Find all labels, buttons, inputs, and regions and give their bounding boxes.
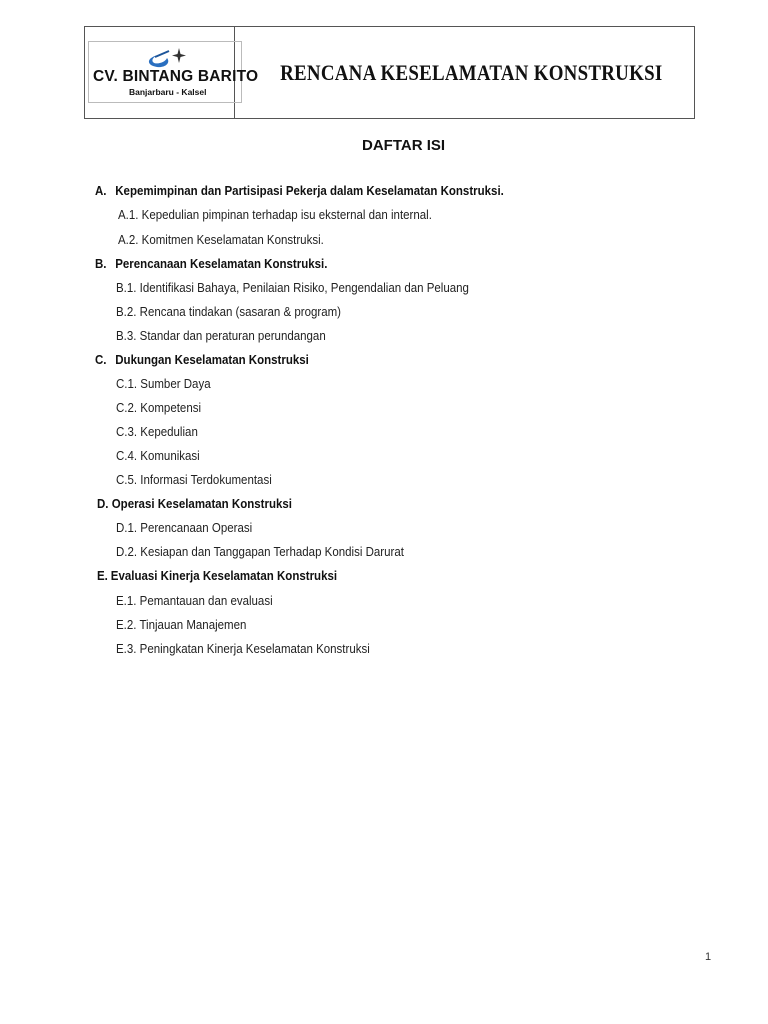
toc-section-e: [97, 569, 337, 583]
toc-item: E.3. Peningkatan Kinerja Keselamatan Konstruksi: [116, 642, 370, 656]
toc-section-title: Kepemimpinan dan Partisipasi Pekerja dalam Keselamatan Konstruksi.: [115, 184, 504, 198]
toc-section-letter: C.: [95, 353, 107, 367]
toc-section-title: Evaluasi Kinerja Keselamatan Konstruksi: [110, 569, 338, 583]
company-name: CV. BINTANG BARITO: [93, 68, 259, 85]
toc-item: C.1. Sumber Daya: [116, 377, 211, 391]
company-location: Banjarbaru - Kalsel: [129, 87, 207, 97]
toc-item: A.1. Kepedulian pimpinan terhadap isu eksternal dan internal.: [118, 208, 432, 222]
toc-section-title: Dukungan Keselamatan Konstruksi: [115, 353, 309, 367]
toc-item: C.4. Komunikasi: [116, 449, 200, 463]
document-title: RENCANA KESELAMATAN KONSTRUKSI: [280, 59, 663, 85]
toc-heading: DAFTAR ISI: [362, 137, 446, 154]
toc-section-letter: B.: [95, 257, 107, 271]
toc-item: E.2. Tinjauan Manajemen: [116, 618, 247, 632]
toc-item: B.3. Standar dan peraturan perundangan: [116, 329, 326, 343]
toc-item: E.1. Pemantauan dan evaluasi: [116, 594, 273, 608]
toc-section-b: [95, 257, 327, 271]
toc-item: B.1. Identifikasi Bahaya, Penilaian Risiko, Pengendalian dan Peluang: [116, 281, 469, 295]
toc-section-a: [95, 184, 504, 198]
toc-section-title: Operasi Keselamatan Konstruksi: [111, 497, 292, 511]
toc-item: D.2. Kesiapan dan Tanggapan Terhadap Kondisi Darurat: [116, 545, 404, 559]
toc-section-c: [95, 353, 309, 367]
toc-item: C.5. Informasi Terdokumentasi: [116, 473, 272, 487]
toc-section-d: [97, 497, 292, 511]
toc-item: C.2. Kompetensi: [116, 401, 202, 415]
toc-section-letter: A.: [95, 184, 107, 198]
toc-section-letter: E.: [97, 569, 108, 583]
toc-item: B.2. Rencana tindakan (sasaran & program): [116, 305, 342, 319]
toc-item: D.1. Perencanaan Operasi: [116, 521, 253, 535]
toc-section-letter: D.: [97, 497, 109, 511]
toc-section-title: Perencanaan Keselamatan Konstruksi.: [115, 257, 328, 271]
toc-item: A.2. Komitmen Keselamatan Konstruksi.: [118, 233, 324, 247]
page-number: 1: [705, 951, 712, 963]
toc-item: C.3. Kepedulian: [116, 425, 198, 439]
